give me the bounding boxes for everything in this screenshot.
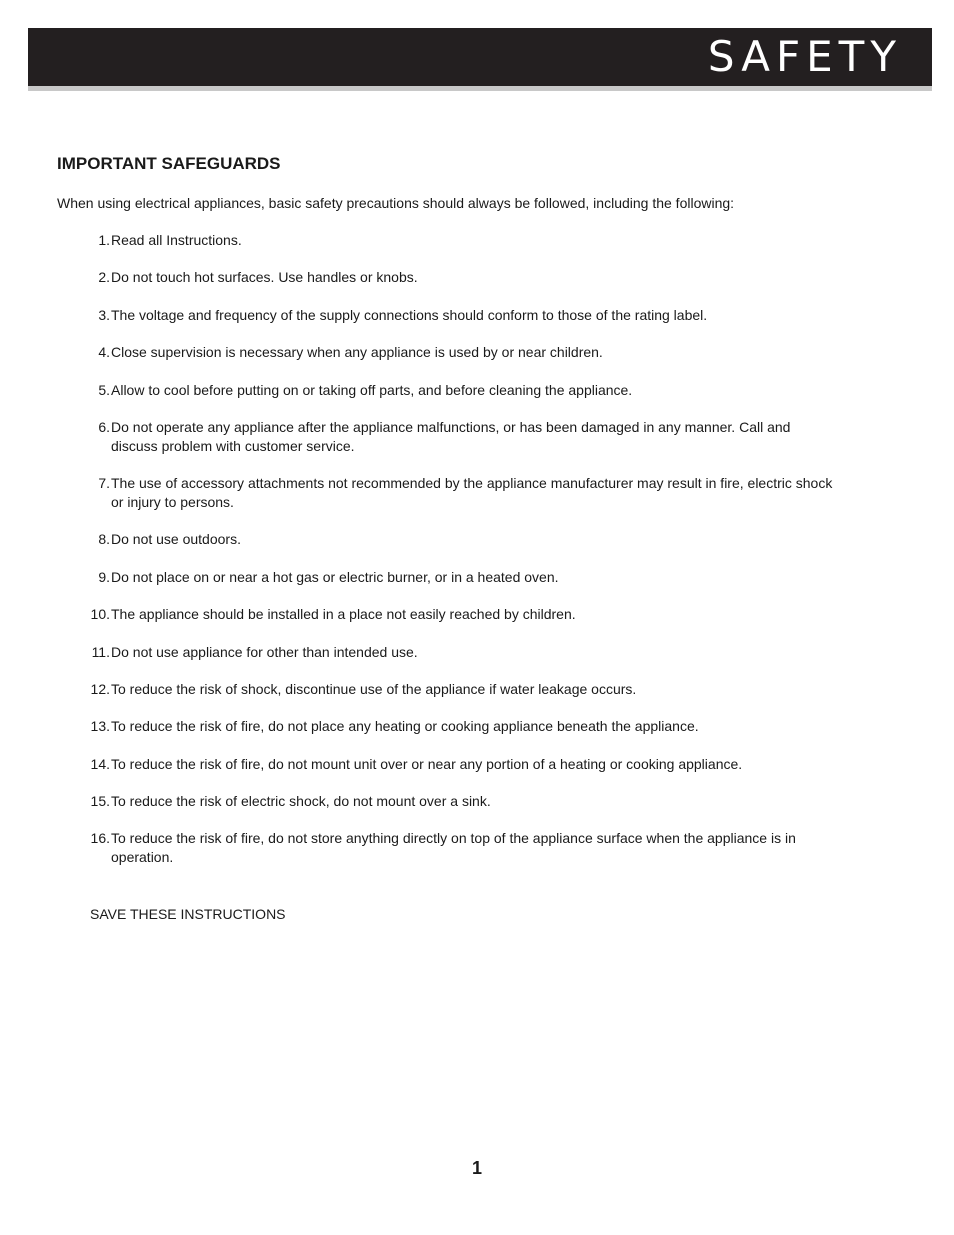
list-item-4	[80, 343, 840, 362]
item-number: 8.	[98, 531, 110, 548]
item-text: Do not use appliance for other than intended use.	[111, 643, 418, 660]
item-number: 11.	[91, 643, 110, 660]
item-text: To reduce the risk of shock, discontinue use of the appliance if water leakage occurs.	[111, 680, 637, 697]
item-text: The appliance should be installed in a place not easily reached by children.	[111, 606, 576, 623]
item-number: 7.	[98, 475, 110, 492]
page-number: 1	[471, 1158, 482, 1178]
item-text: Read all Instructions.	[111, 232, 242, 248]
item-number: 15.	[90, 793, 110, 810]
item-text: The voltage and frequency of the supply connections should conform to those of the rating label.	[111, 306, 708, 323]
item-number: 13.	[90, 718, 110, 735]
page-title: SAFETY	[707, 32, 902, 81]
item-number: 16.	[90, 830, 110, 847]
item-number: 2.	[98, 269, 110, 286]
list-item-11	[80, 643, 840, 662]
item-text: Do not use outdoors.	[111, 531, 241, 548]
item-number: 5.	[98, 381, 110, 398]
save-instructions-note: SAVE THESE INSTRUCTIONS	[90, 906, 286, 922]
item-text: Do not touch hot surfaces. Use handles or knobs.	[111, 269, 418, 286]
item-text: The use of accessory attachments not recommended by the appliance manufacturer may result in fire, electric shock or injury to persons.	[111, 475, 833, 510]
item-number: 6.	[98, 418, 110, 435]
item-number: 14.	[90, 755, 110, 772]
list-item-1	[80, 231, 840, 250]
header-underline	[28, 86, 932, 91]
list-item-12	[80, 680, 840, 699]
item-text: To reduce the risk of fire, do not place any heating or cooking appliance beneath the appliance.	[111, 718, 699, 735]
list-item-13	[80, 717, 840, 736]
list-item-5	[80, 381, 840, 400]
item-text: To reduce the risk of fire, do not mount unit over or near any portion of a heating or cooking appliance.	[111, 755, 743, 772]
item-text: Allow to cool before putting on or taking off parts, and before cleaning the appliance.	[111, 381, 633, 398]
item-number: 10.	[90, 606, 110, 623]
list-item-7	[80, 474, 840, 512]
list-item-16	[80, 829, 840, 867]
intro-paragraph: When using electrical appliances, basic safety precautions should always be followed, including the following:	[57, 195, 735, 211]
item-text: To reduce the risk of electric shock, do not mount over a sink.	[111, 793, 491, 810]
item-number: 9.	[98, 568, 110, 585]
item-number: 3.	[98, 306, 110, 323]
list-item-8	[80, 530, 840, 549]
item-text: To reduce the risk of fire, do not store anything directly on top of the appliance surface when the appliance is in operation.	[111, 830, 796, 866]
section-heading: IMPORTANT SAFEGUARDS	[57, 154, 281, 173]
item-number: 1.	[98, 232, 110, 248]
list-item-14	[80, 755, 840, 774]
list-item-6	[80, 418, 840, 456]
list-item-2	[80, 268, 840, 287]
item-text: Close supervision is necessary when any appliance is used by or near children.	[111, 344, 603, 361]
header-bar	[28, 28, 932, 86]
list-item-10	[80, 605, 840, 624]
list-item-3	[80, 306, 840, 325]
safeguard-list	[80, 231, 840, 886]
item-number: 4.	[98, 344, 110, 361]
item-text: Do not place on or near a hot gas or electric burner, or in a heated oven.	[111, 568, 559, 585]
list-item-9	[80, 568, 840, 587]
item-text: Do not operate any appliance after the appliance malfunctions, or has been damaged in any manner. Call and discuss problem with customer service.	[111, 418, 791, 454]
list-item-15	[80, 792, 840, 811]
item-number: 12.	[90, 680, 110, 697]
